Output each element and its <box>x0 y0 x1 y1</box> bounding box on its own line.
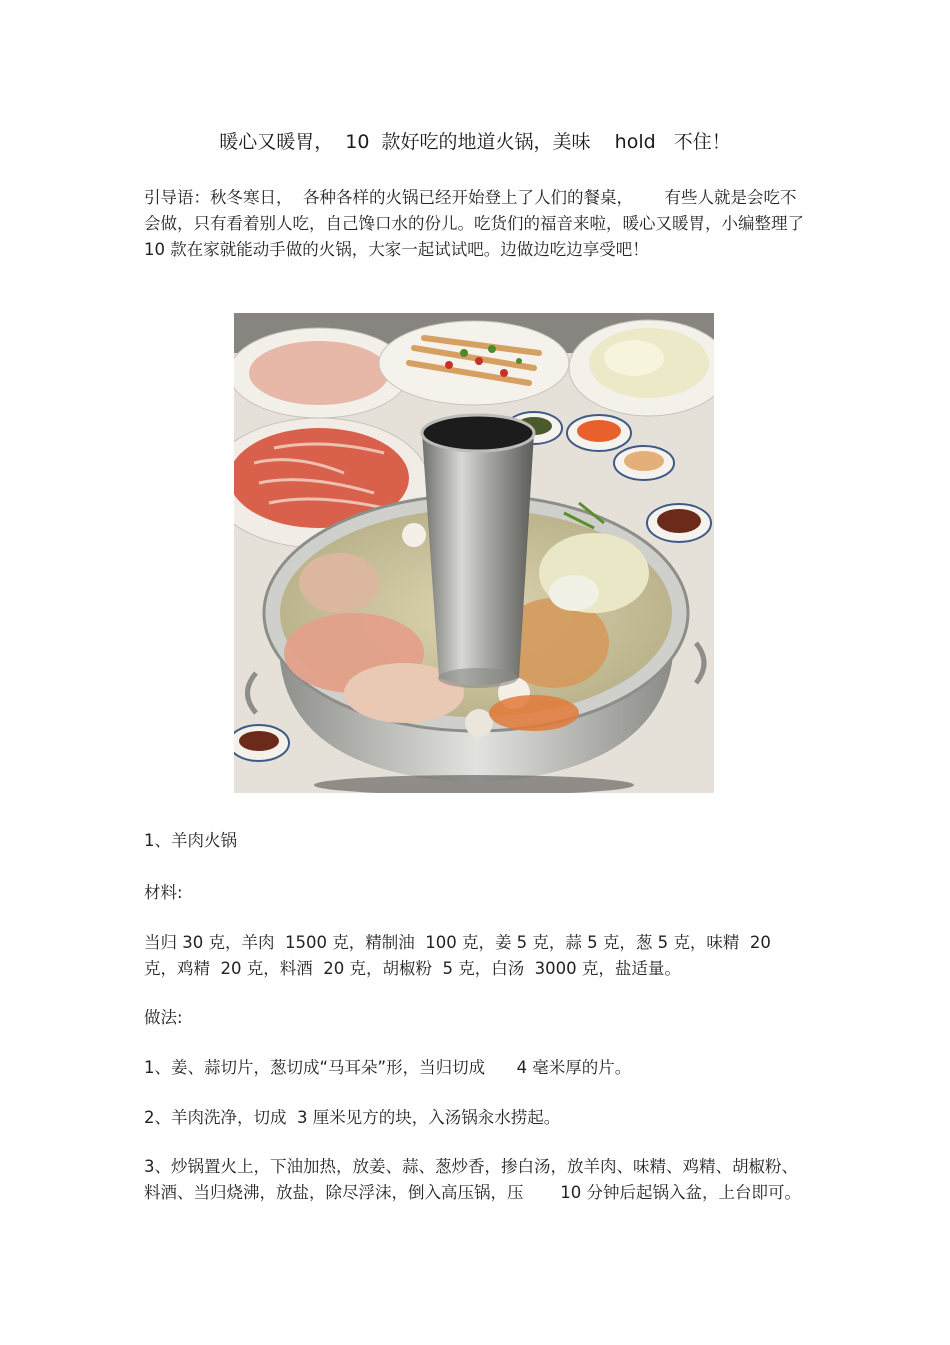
page-title: 暖心又暖胃， 10 款好吃的地道火锅，美味 hold 不住！ <box>219 131 731 153</box>
materials-text: 当归 30 克，羊肉 1500 克，精制油 100 克，姜 5 克，蒜 5 克，葱 5 克，味精 20 克，鸡精 20 克，料酒 20 克，胡椒粉 5 克，白汤 3000 克，盐适量。 <box>144 933 777 978</box>
method-step: 3、炒锅置火上，下油加热，放姜、蒜、葱炒香，掺白汤，放羊肉、味精、鸡精、胡椒粉、料酒、当归烧沸，放盐，除尽浮沫，倒入高压锅，压 10 分钟后起锅入盆，上台即可。 <box>144 1157 801 1202</box>
method-step: 1、姜、蒜切片，葱切成“马耳朵”形，当归切成 4 毫米厚的片。 <box>144 1058 632 1077</box>
hotpot-chimney <box>422 433 534 686</box>
method-label: 做法: <box>144 1008 183 1027</box>
method-step: 2、羊肉洗净，切成 3 厘米见方的块，入汤锅汆水捞起。 <box>144 1108 561 1127</box>
intro-paragraph: 引导语：秋冬寒日， 各种各样的火锅已经开始登上了人们的餐桌， 有些人就是会吃不会做，只有看着别人吃，自己馋口水的份儿。吃货们的福音来啦，暖心又暖胃，小编整理了 10 款在家就能动手做的火锅，大家一起试试吧。边做边吃边享受吧！ <box>144 188 820 259</box>
materials-label: 材料: <box>144 883 183 902</box>
hotpot-illustration <box>234 313 714 793</box>
hotpot-photo <box>234 313 714 793</box>
section-heading: 1、羊肉火锅 <box>144 831 237 850</box>
